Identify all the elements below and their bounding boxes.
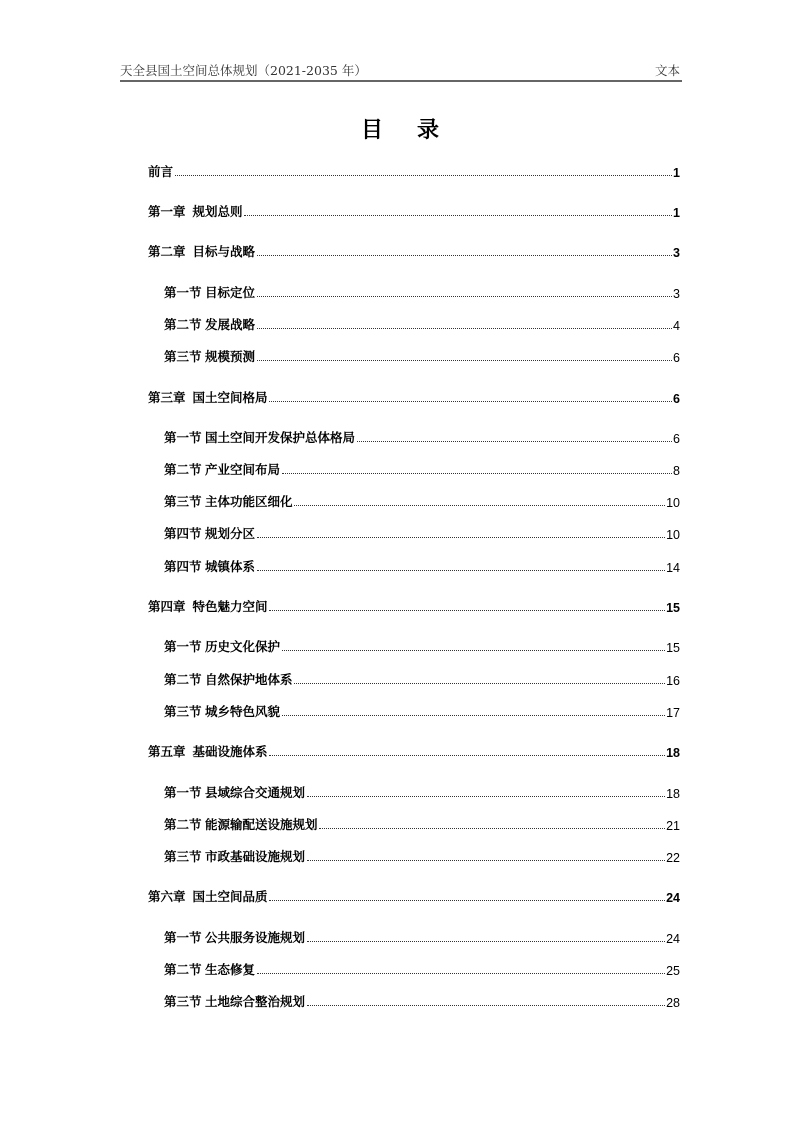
toc-page-number: 8 <box>673 464 680 478</box>
toc-section-entry[interactable] <box>164 555 680 575</box>
toc-section-entry[interactable] <box>164 781 680 801</box>
toc-entry-label: 第五章 基础设施体系 <box>148 745 268 759</box>
toc-page-number: 10 <box>666 496 680 510</box>
toc-chapter-entry[interactable] <box>148 160 680 180</box>
document-type: 文本 <box>654 63 680 78</box>
toc-page-number: 28 <box>666 996 680 1010</box>
toc-chapter-entry[interactable] <box>148 885 680 905</box>
dot-leader <box>257 536 665 538</box>
toc-section-entry[interactable] <box>164 281 680 301</box>
toc-section-entry[interactable] <box>164 668 680 688</box>
toc-page-number: 21 <box>666 819 680 833</box>
dot-leader <box>244 214 672 216</box>
toc-page-number: 3 <box>673 287 680 301</box>
dot-leader <box>294 682 665 684</box>
toc-entry-label: 第二节 能源输配送设施规划 <box>164 818 318 832</box>
toc-entry-label: 第三节 主体功能区细化 <box>164 495 293 509</box>
toc-entry-label: 第四章 特色魅力空间 <box>148 600 268 614</box>
toc-section-entry[interactable] <box>164 313 680 333</box>
toc-page-number: 6 <box>673 432 680 446</box>
toc-chapter-entry[interactable] <box>148 240 680 260</box>
toc-page-number: 17 <box>666 706 680 720</box>
dot-leader <box>269 400 672 402</box>
toc-entry-label: 第三节 规模预测 <box>164 350 255 364</box>
toc-title: 目 录 <box>360 117 454 142</box>
toc-page-number: 10 <box>666 528 680 542</box>
toc-section-entry[interactable] <box>164 458 680 478</box>
toc-entry-label: 第二节 生态修复 <box>164 963 255 977</box>
toc-entry-label: 第三节 市政基础设施规划 <box>164 850 305 864</box>
toc-page-number: 6 <box>673 392 680 406</box>
toc-section-entry[interactable] <box>164 958 680 978</box>
dot-leader <box>175 174 672 176</box>
dot-leader <box>307 1004 665 1006</box>
toc-section-entry[interactable] <box>164 845 680 865</box>
toc-page-number: 15 <box>666 641 680 655</box>
dot-leader <box>257 295 672 297</box>
page-header <box>120 58 682 82</box>
dot-leader <box>282 649 665 651</box>
toc-section-entry[interactable] <box>164 522 680 542</box>
toc-entry-label: 第四节 城镇体系 <box>164 560 255 574</box>
toc-entry-label: 第二节 发展战略 <box>164 318 255 332</box>
toc-page-number: 25 <box>666 964 680 978</box>
toc-page-number: 16 <box>666 674 680 688</box>
toc-entry-label: 第一节 目标定位 <box>164 286 255 300</box>
dot-leader <box>257 972 665 974</box>
toc-section-entry[interactable] <box>164 990 680 1010</box>
dot-leader <box>257 359 672 361</box>
dot-leader <box>294 504 665 506</box>
toc-entry-label: 第一节 县域综合交通规划 <box>164 786 305 800</box>
toc-section-entry[interactable] <box>164 345 680 365</box>
toc-entry-label: 第二节 产业空间布局 <box>164 463 280 477</box>
document-title: 天全县国土空间总体规划（2021-2035 年） <box>120 63 367 78</box>
toc-chapter-entry[interactable] <box>148 386 680 406</box>
dot-leader <box>307 940 665 942</box>
toc-entry-label: 第一节 历史文化保护 <box>164 640 280 654</box>
toc-chapter-entry[interactable] <box>148 200 680 220</box>
dot-leader <box>269 899 665 901</box>
toc-entry-label: 第一章 规划总则 <box>148 205 243 219</box>
toc-page-number: 15 <box>666 601 680 615</box>
dot-leader <box>357 440 672 442</box>
toc-entry-label: 第一节 国土空间开发保护总体格局 <box>164 431 355 445</box>
toc-page-number: 24 <box>666 932 680 946</box>
toc-entry-label: 第四节 规划分区 <box>164 527 255 541</box>
dot-leader <box>257 569 665 571</box>
toc-chapter-entry[interactable] <box>148 595 680 615</box>
dot-leader <box>269 754 665 756</box>
toc-entry-label: 第三节 城乡特色风貌 <box>164 705 280 719</box>
dot-leader <box>307 859 665 861</box>
dot-leader <box>257 254 672 256</box>
toc-section-entry[interactable] <box>164 635 680 655</box>
toc-page-number: 18 <box>666 746 680 760</box>
toc-section-entry[interactable] <box>164 926 680 946</box>
dot-leader <box>307 795 665 797</box>
dot-leader <box>257 327 672 329</box>
toc-page-number: 18 <box>666 787 680 801</box>
toc-entry-label: 第三章 国土空间格局 <box>148 391 268 405</box>
toc-section-entry[interactable] <box>164 426 680 446</box>
toc-chapter-entry[interactable] <box>148 740 680 760</box>
toc-page-number: 1 <box>673 166 680 180</box>
toc-section-entry[interactable] <box>164 490 680 510</box>
toc-entry-label: 第六章 国土空间品质 <box>148 890 268 904</box>
toc-page-number: 3 <box>673 246 680 260</box>
dot-leader <box>282 714 665 716</box>
toc-page-number: 22 <box>666 851 680 865</box>
toc-entry-label: 第二节 自然保护地体系 <box>164 673 293 687</box>
toc-page-number: 14 <box>666 561 680 575</box>
toc-page-number: 4 <box>673 319 680 333</box>
toc-page-number: 6 <box>673 351 680 365</box>
toc-entry-label: 第三节 土地综合整治规划 <box>164 995 305 1009</box>
toc-entry-label: 前言 <box>148 165 174 179</box>
dot-leader <box>319 827 665 829</box>
toc-page-number: 24 <box>666 891 680 905</box>
toc-entry-label: 第二章 目标与战略 <box>148 245 255 259</box>
dot-leader <box>269 609 665 611</box>
toc-page-number: 1 <box>673 206 680 220</box>
dot-leader <box>282 472 672 474</box>
toc-section-entry[interactable] <box>164 700 680 720</box>
toc-entry-label: 第一节 公共服务设施规划 <box>164 931 305 945</box>
toc-section-entry[interactable] <box>164 813 680 833</box>
